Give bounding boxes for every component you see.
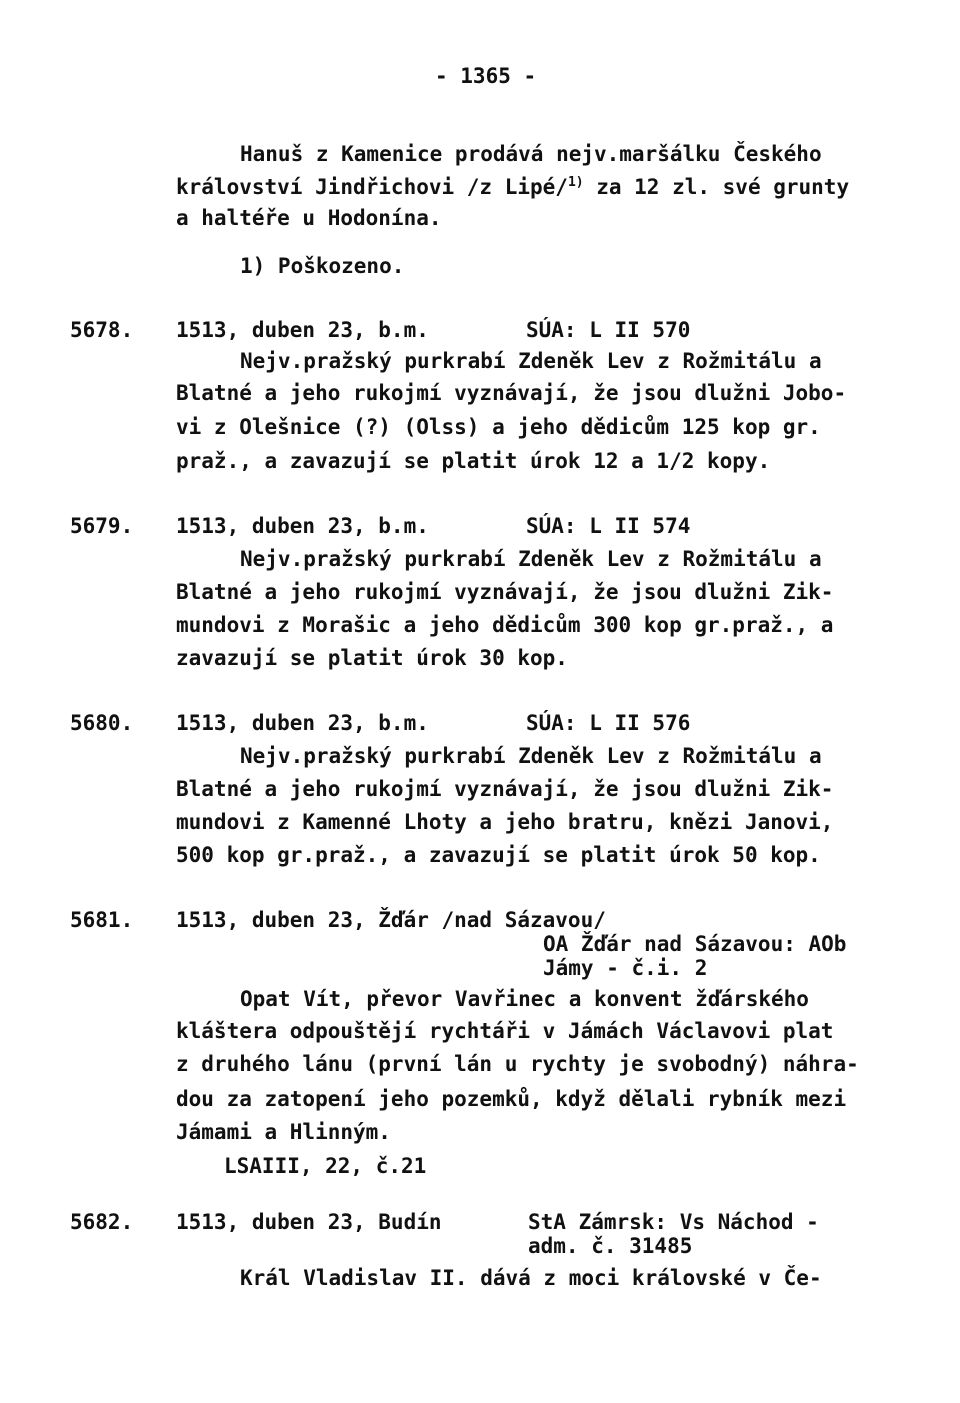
entry-text-line: mundovi z Morašic a jeho dědicům 300 kop gr.praž., a bbox=[176, 613, 834, 637]
intro-line-2 bbox=[176, 173, 849, 201]
entry-source: OA Žďár nad Sázavou: AOb bbox=[543, 932, 847, 956]
entry-header: 1513, duben 23, b.m. bbox=[176, 711, 429, 735]
entry-source: Jámy - č.i. 2 bbox=[543, 956, 708, 980]
entry-reference: LSAIII, 22, č.21 bbox=[224, 1154, 427, 1178]
footnote: 1) Poškozeno. bbox=[240, 254, 405, 278]
entry-text-line: Opat Vít, převor Vavřinec a konvent žďárského bbox=[240, 987, 809, 1011]
entry-source: adm. č. 31485 bbox=[528, 1234, 693, 1258]
intro-line-1: Hanuš z Kamenice prodává nejv.maršálku Českého bbox=[240, 142, 822, 166]
entry-number: 5678. bbox=[70, 318, 134, 342]
entry-source: SÚA: L II 576 bbox=[526, 711, 691, 735]
entry-text-line: kláštera odpouštějí rychtáři v Jámách Václavovi plat bbox=[176, 1019, 834, 1043]
entry-number: 5679. bbox=[70, 514, 134, 538]
intro-line-2-text: království Jindřichovi /z Lipé/ bbox=[176, 175, 568, 199]
entry-source: StA Zámrsk: Vs Náchod - bbox=[528, 1210, 819, 1234]
entry-text-line: vi z Olešnice (?) (Olss) a jeho dědicům 125 kop gr. bbox=[176, 415, 821, 439]
entry-source: SÚA: L II 570 bbox=[526, 318, 691, 342]
entry-text-line: Blatné a jeho rukojmí vyznávají, že jsou dlužni Zik- bbox=[176, 777, 834, 801]
entry-header: 1513, duben 23, b.m. bbox=[176, 514, 429, 538]
entry-text-line: z druhého lánu (první lán u rychty je svobodný) náhra- bbox=[176, 1052, 859, 1076]
entry-text-line: Král Vladislav II. dává z moci královské v Če- bbox=[240, 1266, 822, 1290]
entry-text-line: praž., a zavazují se platit úrok 12 a 1/2 kopy. bbox=[176, 449, 771, 473]
entry-text-line: Nejv.pražský purkrabí Zdeněk Lev z Rožmitálu a bbox=[240, 744, 822, 768]
entry-text-line: 500 kop gr.praž., a zavazují se platit úrok 50 kop. bbox=[176, 843, 821, 867]
entry-header: 1513, duben 23, Budín bbox=[176, 1210, 442, 1234]
entry-number: 5681. bbox=[70, 908, 134, 932]
entry-text-line: Nejv.pražský purkrabí Zdeněk Lev z Rožmitálu a bbox=[240, 547, 822, 571]
entry-number: 5682. bbox=[70, 1210, 134, 1234]
entry-header: 1513, duben 23, b.m. bbox=[176, 318, 429, 342]
intro-line-3: a haltéře u Hodonína. bbox=[176, 206, 442, 230]
entry-text-line: Jámami a Hlinným. bbox=[176, 1120, 391, 1144]
entry-text-line: Blatné a jeho rukojmí vyznávají, že jsou dlužni Zik- bbox=[176, 580, 834, 604]
entry-text-line: Blatné a jeho rukojmí vyznávají, že jsou dlužni Jobo- bbox=[176, 381, 847, 405]
footnote-marker: 1) bbox=[567, 175, 584, 190]
entry-text-line: zavazují se platit úrok 30 kop. bbox=[176, 646, 568, 670]
intro-line-2-end: za 12 zl. své grunty bbox=[583, 175, 850, 199]
entry-header: 1513, duben 23, Žďár /nad Sázavou/ bbox=[176, 908, 606, 932]
entry-source: SÚA: L II 574 bbox=[526, 514, 691, 538]
entry-text-line: dou za zatopení jeho pozemků, když dělali rybník mezi bbox=[176, 1087, 847, 1111]
entry-text-line: mundovi z Kamenné Lhoty a jeho bratru, knězi Janovi, bbox=[176, 810, 834, 834]
entry-text-line: Nejv.pražský purkrabí Zdeněk Lev z Rožmitálu a bbox=[240, 349, 822, 373]
page-number: - 1365 - bbox=[435, 64, 537, 88]
entry-number: 5680. bbox=[70, 711, 134, 735]
